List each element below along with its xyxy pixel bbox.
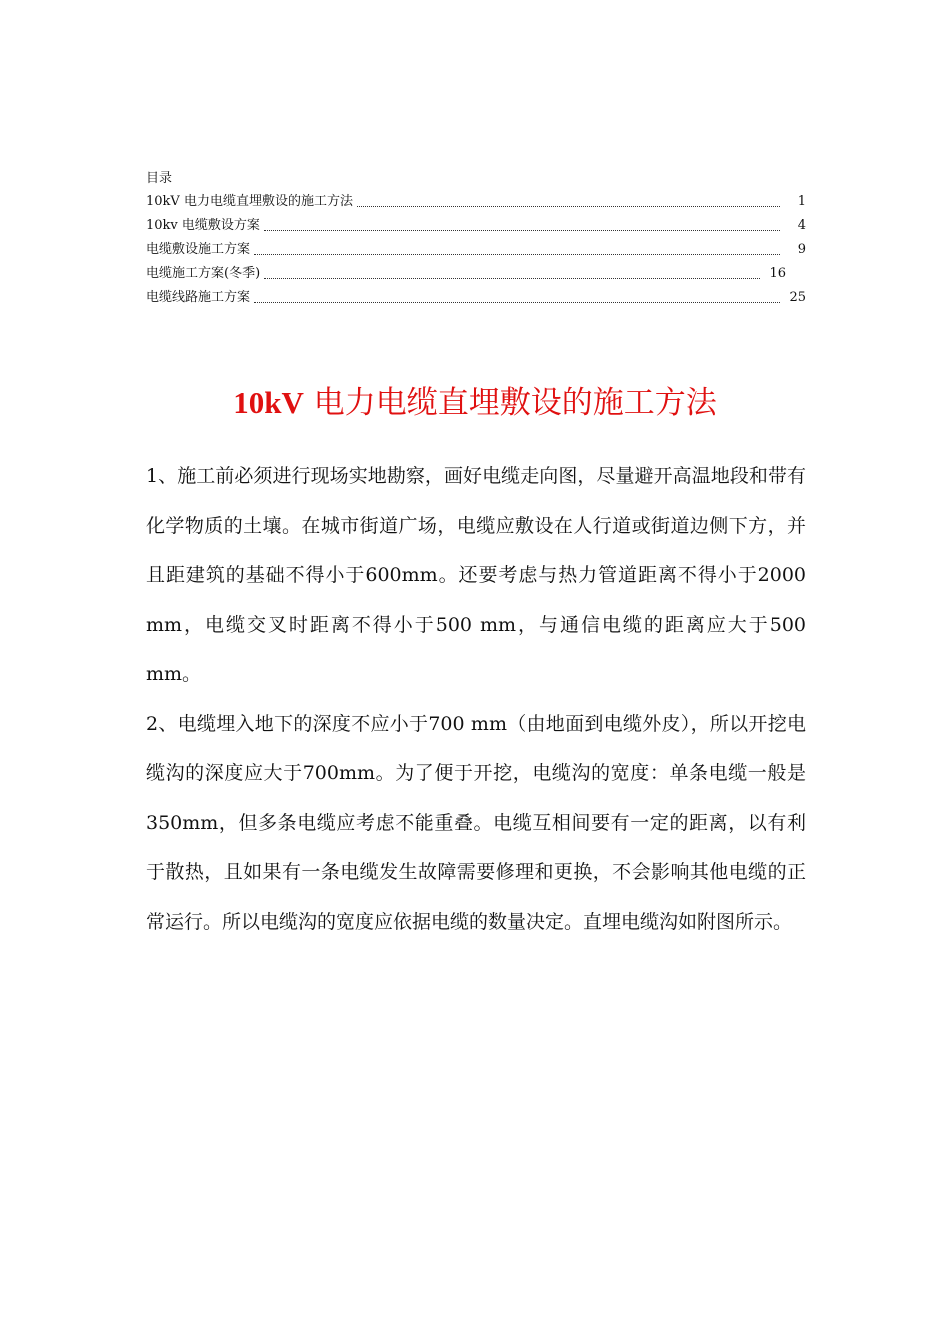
toc-entry-title: 10kv 电缆敷设方案 (146, 218, 260, 233)
toc-entry[interactable] (146, 190, 806, 214)
table-of-contents (146, 168, 806, 310)
toc-entry[interactable] (146, 214, 806, 238)
toc-entry-page: 1 (797, 194, 806, 209)
toc-entry-title: 电缆敷设施工方案 (146, 242, 251, 257)
toc-dot-leader (254, 301, 780, 303)
toc-entry-page: 9 (797, 242, 806, 257)
toc-dot-leader (357, 205, 780, 207)
toc-entry-page: 25 (789, 290, 806, 305)
toc-entry-page: 4 (797, 218, 806, 233)
document-body (146, 452, 806, 947)
toc-entry-title: 电缆施工方案(冬季) (146, 266, 261, 281)
body-paragraph: 1、施工前必须进行现场实地勘察，画好电缆走向图，尽量避开高温地段和带有化学物质的土壤。在城市街道广场，电缆应敷设在人行道或街道边侧下方，并且距建筑的基础不得小于600mm。还要考虑与热力管道距离不得小于2000 mm，电缆交叉时距离不得小于500 mm，与通信电缆的距离应大于500 mm。 (146, 465, 806, 685)
toc-entry-title: 电缆线路施工方案 (146, 290, 251, 305)
document-title (0, 377, 950, 429)
toc-heading: 目录 (146, 171, 173, 186)
toc-dot-leader (254, 253, 780, 255)
toc-entry-title: 10kV 电力电缆直埋敷设的施工方法 (146, 194, 353, 209)
toc-dot-leader (264, 229, 780, 231)
toc-entry-page: 16 (769, 266, 786, 281)
toc-entry[interactable] (146, 262, 786, 286)
document-title-latin: 10kV (233, 384, 304, 420)
toc-entry[interactable] (146, 238, 806, 262)
toc-dot-leader (264, 277, 760, 279)
document-title-text: 电力电缆直埋敷设的施工方法 (303, 384, 717, 421)
body-paragraph: 2、电缆埋入地下的深度不应小于700 mm（由地面到电缆外皮），所以开挖电缆沟的深度应大于700mm。为了便于开挖，电缆沟的宽度：单条电缆一般是350mm，但多条电缆应考虑不能重叠。电缆互相间要有一定的距离，以有利于散热，且如果有一条电缆发生故障需要修理和更换，不会影响其他电缆的正常运行。所以电缆沟的宽度应依据电缆的数量决定。直埋电缆沟如附图所示。 (146, 712, 806, 933)
toc-entry[interactable] (146, 286, 806, 310)
